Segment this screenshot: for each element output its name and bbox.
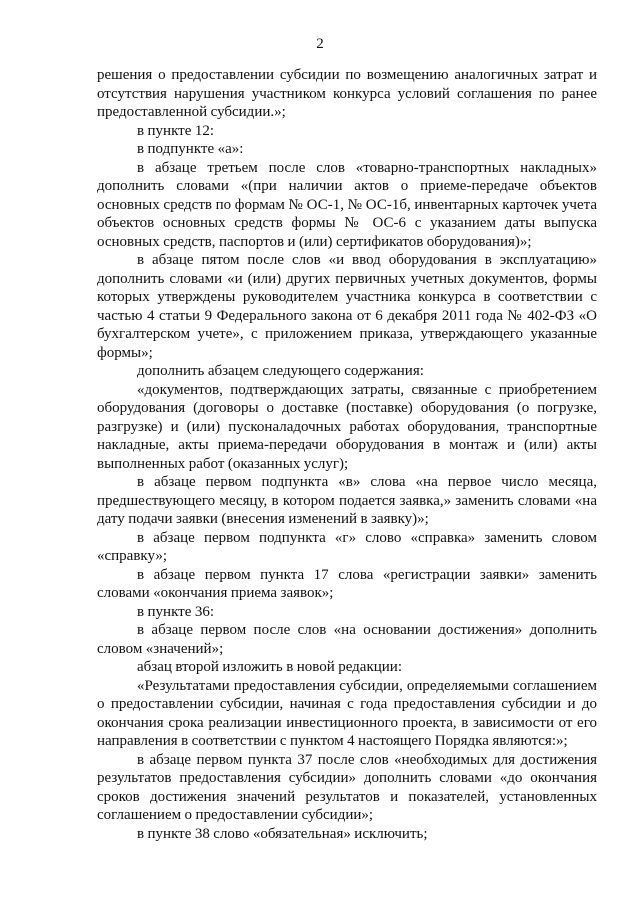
paragraph: в пункте 12: [137, 122, 215, 139]
page-number: 2 [316, 36, 324, 52]
paragraph: в подпункте «а»: [137, 141, 244, 157]
paragraph: в абзаце первом подпункта «в» слова «на первое число месяца, предшествующего месяцу, в котором подается заявка,» заменить словами «на дату подачи заявки (внесения изменений в заявку)»; [97, 474, 597, 527]
paragraph: в абзаце первом после слов «на основании достижения» дополнить словом «значений»; [97, 622, 597, 657]
paragraph: абзац второй изложить в новой редакции: [137, 659, 402, 675]
paragraph: в абзаце первом подпункта «г» слово «справка» заменить словом «справку»; [97, 529, 597, 564]
paragraph: в абзаце первом пункта 17 слова «регистрации заявки» заменить словами «окончания приема заявок»; [97, 566, 597, 601]
paragraph: в абзаце пятом после слов «и ввод оборудования в эксплуатацию» дополнить словами «и (или) других первичных учетных документов, формы которых утверждены руководителем участника конкурса в соответствии с частью 4 статьи 9 Федерального закона от 6 декабря 2011 года № 402-ФЗ «О бухгалтерском учете», с приложением приказа, утверждающего указанные формы»; [97, 252, 597, 361]
paragraph: в пункте 38 слово «обязательная» исключить; [137, 825, 428, 842]
paragraph: «документов, подтверждающих затраты, связанные с приобретением оборудования (договоры о доставке (поставке) оборудования (о погрузке, разгрузке) и (или) пусконаладочных работах оборудования, транспортные накладные, акты приема-передачи оборудования в монтаж и (или) акты выполненных работ (оказанных услуг); [97, 381, 597, 472]
paragraph: дополнить абзацем следующего содержания: [137, 363, 424, 379]
document-body [97, 66, 597, 843]
paragraph: в абзаце первом пункта 37 после слов «необходимых для достижения результатов предоставления субсидии» дополнить словами «до окончания сроков достижения значений результатов и показателей, установленных соглашением о предоставлении субсидии»; [97, 751, 597, 823]
paragraph: в абзаце третьем после слов «товарно-транспортных накладных» дополнить словами «(при наличии актов о приеме-передаче объектов основных средств по формам № ОС-1, № ОС-1б, инвентарных карточек учета объектов основных средств формы № ОС-6 с указанием даты выпуска основных средств, паспортов и (или) сертификатов оборудования)»; [97, 159, 597, 250]
paragraph: «Результатами предоставления субсидии, определяемыми соглашением о предоставлении субсидии, начиная с года предоставления субсидии и до окончания срока реализации инвестиционного проекта, в зависимости от его направления в соответствии с пунктом 4 настоящего Порядка являются:»; [97, 677, 597, 749]
paragraph: в пункте 36: [137, 603, 215, 620]
paragraph: решения о предоставлении субсидии по возмещению аналогичных затрат и отсутствия нарушения участником конкурса условий соглашения по ранее предоставленной субсидии.»; [97, 67, 597, 120]
